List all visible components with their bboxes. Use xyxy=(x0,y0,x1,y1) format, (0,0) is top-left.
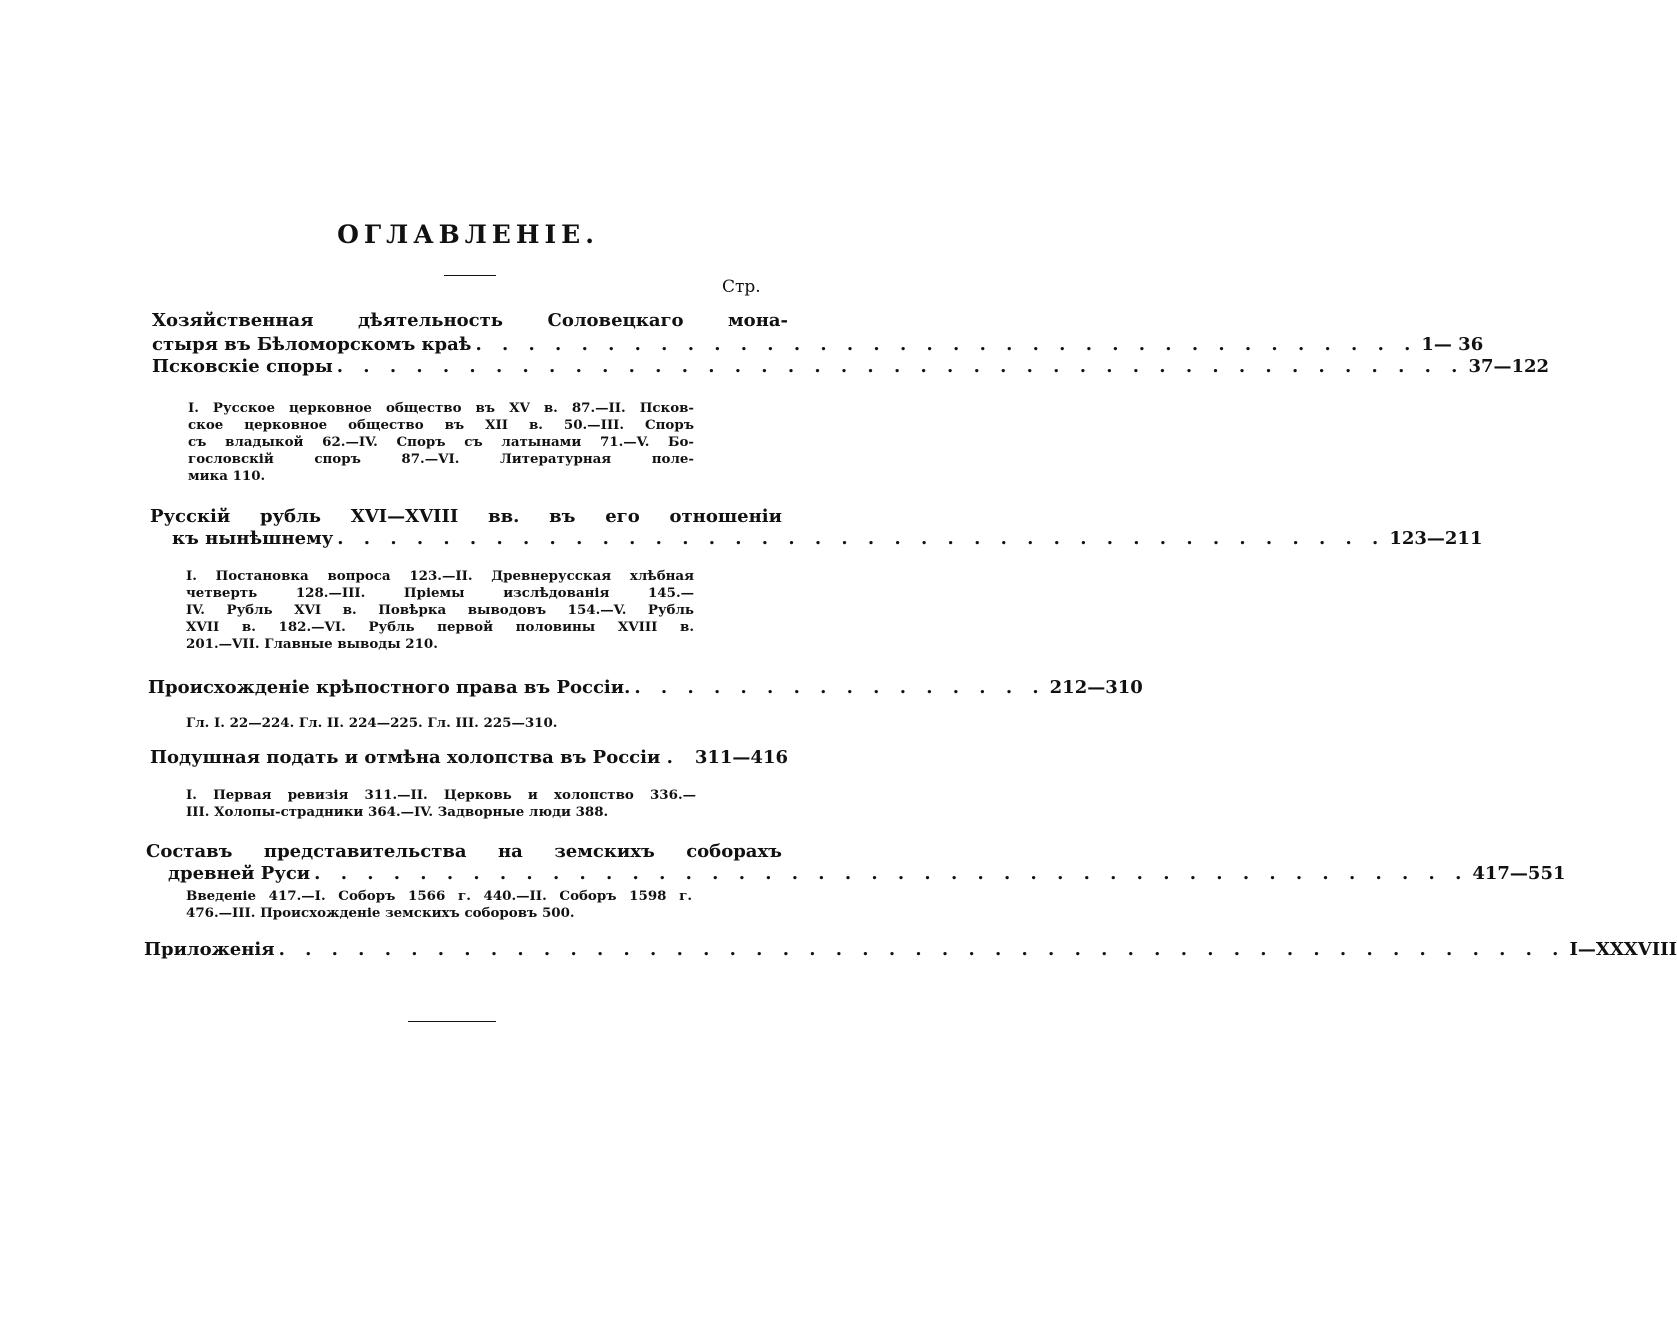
toc-entry-title: Составъ представительства на земскихъ соборахъ xyxy=(146,841,782,862)
leader-dots: . . . . . . . . . . . . . . . . . . . . . . . . . . . . . . . . . . . . . . . . . . . xyxy=(336,356,1465,377)
leader-dots: . . . . . . . . . . . . . . . . . . . . . . . . . . . . . . . . . . . . . . . . . . . . . . . . . xyxy=(278,939,1566,960)
toc-page-number: I—XXXVIII xyxy=(1569,939,1677,960)
subentry-line: I. Первая ревизія 311.—II. Церковь и холопство 336.— xyxy=(186,787,696,803)
toc-subentries xyxy=(188,400,694,485)
toc-page-number: 212—310 xyxy=(1049,677,1143,698)
subentry-line: съ владыкой 62.—IV. Споръ съ латынами 71.—V. Бо- xyxy=(188,434,694,450)
toc-subentries xyxy=(186,715,694,732)
subentry-line: I. Постановка вопроса 123.—II. Древнерусская хлѣбная xyxy=(186,568,694,584)
toc-entry-line xyxy=(148,676,1143,700)
page-column-label: Стр. xyxy=(722,277,761,297)
toc-entry-title: Хозяйственная дѣятельность Соловецкаго мона- xyxy=(152,310,788,331)
subentry-line: III. Холопы-страдники 364.—IV. Задворные люди 388. xyxy=(186,804,609,820)
subentry-line: 201.—VII. Главные выводы 210. xyxy=(186,636,438,652)
toc-entry-title-continued: древней Руси xyxy=(168,863,311,884)
leader-dots: . . . . . . . . . . . . . . . . xyxy=(634,677,1046,698)
toc-entry-title: Подушная подать и отмѣна холопства въ Россіи . xyxy=(150,747,673,768)
page-title: ОГЛАВЛЕНІЕ. xyxy=(337,220,599,249)
toc-entry-title: Приложенія xyxy=(144,939,275,960)
toc-subentries xyxy=(186,787,696,821)
subentry-line: мика 110. xyxy=(188,468,266,484)
title-rule xyxy=(444,275,496,276)
leader-dots: . . . . . . . . . . . . . . . . . . . . . . . . . . . . . . . . . . . . . . . . xyxy=(337,528,1386,549)
subentry-line: гословскій споръ 87.—VI. Литературная поле- xyxy=(188,451,694,467)
subentry-line: I. Русское церковное общество въ XV в. 87.—II. Псков- xyxy=(188,400,694,416)
toc-entry-line xyxy=(172,527,1483,551)
toc-page-number: 311—416 xyxy=(694,747,788,768)
toc-entry-line xyxy=(150,746,788,770)
subentry-line: Введеніе 417.—I. Соборъ 1566 г. 440.—II. Соборъ 1598 г. xyxy=(186,888,692,904)
toc-subentries xyxy=(186,888,692,922)
subentry-line: ское церковное общество въ XII в. 50.—III. Споръ xyxy=(188,417,694,433)
toc-page-number: 123—211 xyxy=(1389,528,1483,549)
toc-subentries xyxy=(186,568,694,653)
subentry-line: Гл. I. 22—224. Гл. II. 224—225. Гл. III. 225—310. xyxy=(186,715,558,731)
toc-entry-line xyxy=(144,938,1677,962)
toc-entry-title: Происхожденіе крѣпостного права въ Россіи. xyxy=(148,677,631,698)
subentry-line: четверть 128.—III. Пріемы изслѣдованія 145.— xyxy=(186,585,694,601)
subentry-line: IV. Рубль XVI в. Повѣрка выводовъ 154.—V. Рубль xyxy=(186,602,694,618)
toc-entry-title-continued: стыря въ Бѣломорскомъ краѣ xyxy=(152,334,472,355)
leader-dots: . . . . . . . . . . . . . . . . . . . . . . . . . . . . . . . . . . . . xyxy=(475,334,1418,355)
toc-entry-title: Псковскіе споры xyxy=(152,356,333,377)
toc-entry-line xyxy=(152,333,1484,357)
toc-entry-title: Русскій рубль XVI—XVIII вв. въ его отношеніи xyxy=(150,506,782,527)
toc-entry-title-continued: къ нынѣшнему xyxy=(172,528,334,549)
toc-page-number: 37—122 xyxy=(1468,356,1550,377)
closing-rule xyxy=(408,1021,496,1022)
toc-page-number: 1— 36 xyxy=(1421,334,1484,355)
toc-page-number: 417—551 xyxy=(1472,863,1566,884)
subentry-line: XVII в. 182.—VI. Рубль первой половины XVIII в. xyxy=(186,619,694,635)
toc-entry-line xyxy=(152,355,1550,379)
subentry-line: 476.—III. Происхожденіе земскихъ соборовъ 500. xyxy=(186,905,575,921)
leader-dots: . . . . . . . . . . . . . . . . . . . . . . . . . . . . . . . . . . . . . . . . . . . . xyxy=(314,863,1469,884)
toc-entry-line xyxy=(168,862,1566,886)
